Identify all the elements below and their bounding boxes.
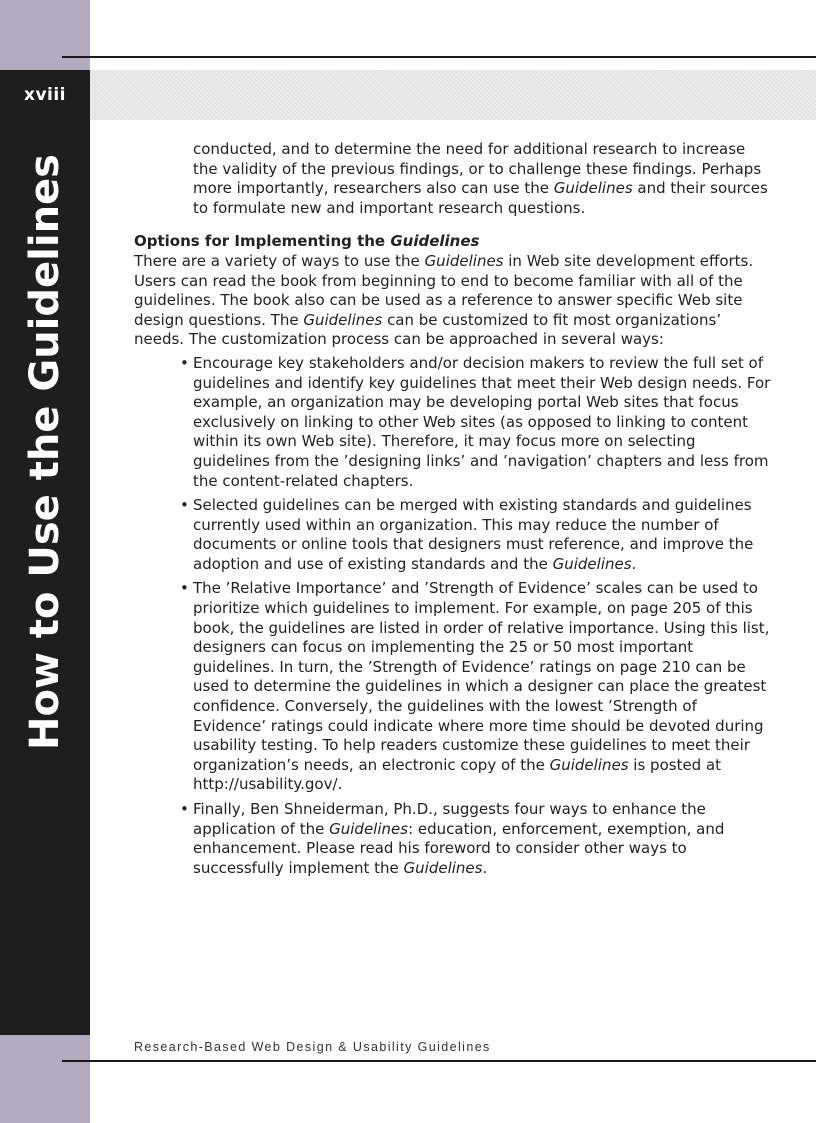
footer-rule <box>62 1060 816 1062</box>
guidelines-italic: Guidelines <box>552 554 632 573</box>
heading-text: Options for Implementing the <box>134 232 391 251</box>
main-content <box>134 140 774 883</box>
list-item <box>134 800 774 878</box>
section-tab <box>0 120 90 1035</box>
guidelines-italic: Guidelines <box>403 858 483 877</box>
text-run: There are a variety of ways to use the <box>134 251 425 270</box>
footer-book-title: Research-Based Web Design & Usability Guidelines <box>134 1040 491 1054</box>
list-item <box>134 496 774 574</box>
sidebar-accent-top <box>0 0 90 70</box>
text-run: in Web site development efforts. Users can read the book from beginning to end to become familiar with all of the guidelines. The book also can be used as a reference to answer specific Web site design questions. The <box>134 251 754 329</box>
page-number: xviii <box>23 85 67 105</box>
text-run: is posted at http://usability.gov/. <box>193 755 722 794</box>
guidelines-italic: Guidelines <box>329 819 409 838</box>
options-list <box>134 354 774 878</box>
guidelines-italic: Guidelines <box>553 179 633 198</box>
section-intro-paragraph <box>134 252 774 350</box>
text-run: Selected guidelines can be merged with existing standards and guidelines currently used within an organization. This may reduce the number of documents or online tools that designers must reference, and improve the adoption and use of existing standards and the <box>193 496 754 573</box>
text-run: : education, enforcement, exemption, and enhancement. Please read his foreword to consider other ways to successfully implement the <box>193 819 725 877</box>
text-run: . <box>631 554 637 573</box>
header-rule <box>62 56 816 58</box>
text-run: can be customized to fit most organizations’ needs. The customization process can be approached in several ways: <box>134 310 722 349</box>
sidebar-accent-bottom <box>0 1035 90 1123</box>
page-number-box <box>0 70 90 120</box>
guidelines-italic: Guidelines <box>549 755 629 774</box>
section-heading <box>134 232 774 252</box>
page-header-band <box>0 70 816 120</box>
heading-italic: Guidelines <box>390 232 480 251</box>
text-run: Finally, Ben Shneiderman, Ph.D., suggests four ways to enhance the application of the <box>193 800 706 838</box>
text-run: and their sources to formulate new and important research questions. <box>193 179 768 217</box>
text-run: Encourage key stakeholders and/or decision makers to review the full set of guidelines and identify key guidelines that meet their Web design needs. For example, an organization may be developing portal Web sites that focus exclusively on linking to other Web sites (as opposed to linking to content within its own Web site). Therefore, it may focus more on selecting guidelines from the ’designing links’ and ’navigation’ chapters and less from the content-related chapters. <box>193 353 771 490</box>
text-run: conducted, and to determine the need for additional research to increase the validity of the previous findings, or to challenge these findings. Perhaps more importantly, researchers also can use the <box>193 140 762 198</box>
guidelines-italic: Guidelines <box>303 310 383 329</box>
list-item <box>134 354 774 491</box>
guidelines-italic: Guidelines <box>424 251 504 270</box>
continued-paragraph <box>134 140 774 218</box>
text-run: The ’Relative Importance’ and ’Strength of Evidence’ scales can be used to prioritize which guidelines to implement. For example, on page 205 of this book, the guidelines are listed in order of relative importance. Using this list, designers can focus on implementing the 25 or 50 most important guidelines. In turn, the ’Strength of Evidence’ ratings on page 210 can be used to determine the guidelines in which a designer can place the greatest confidence. Conversely, the guidelines with the lowest ’Strength of Evidence’ ratings could indicate where more time should be devoted during usability testing. To help readers customize these guidelines to meet their organization’s needs, an electronic copy of the <box>193 579 770 774</box>
section-tab-title: How to Use the Guidelines <box>22 154 68 750</box>
text-run: . <box>482 858 488 877</box>
list-item <box>134 579 774 795</box>
